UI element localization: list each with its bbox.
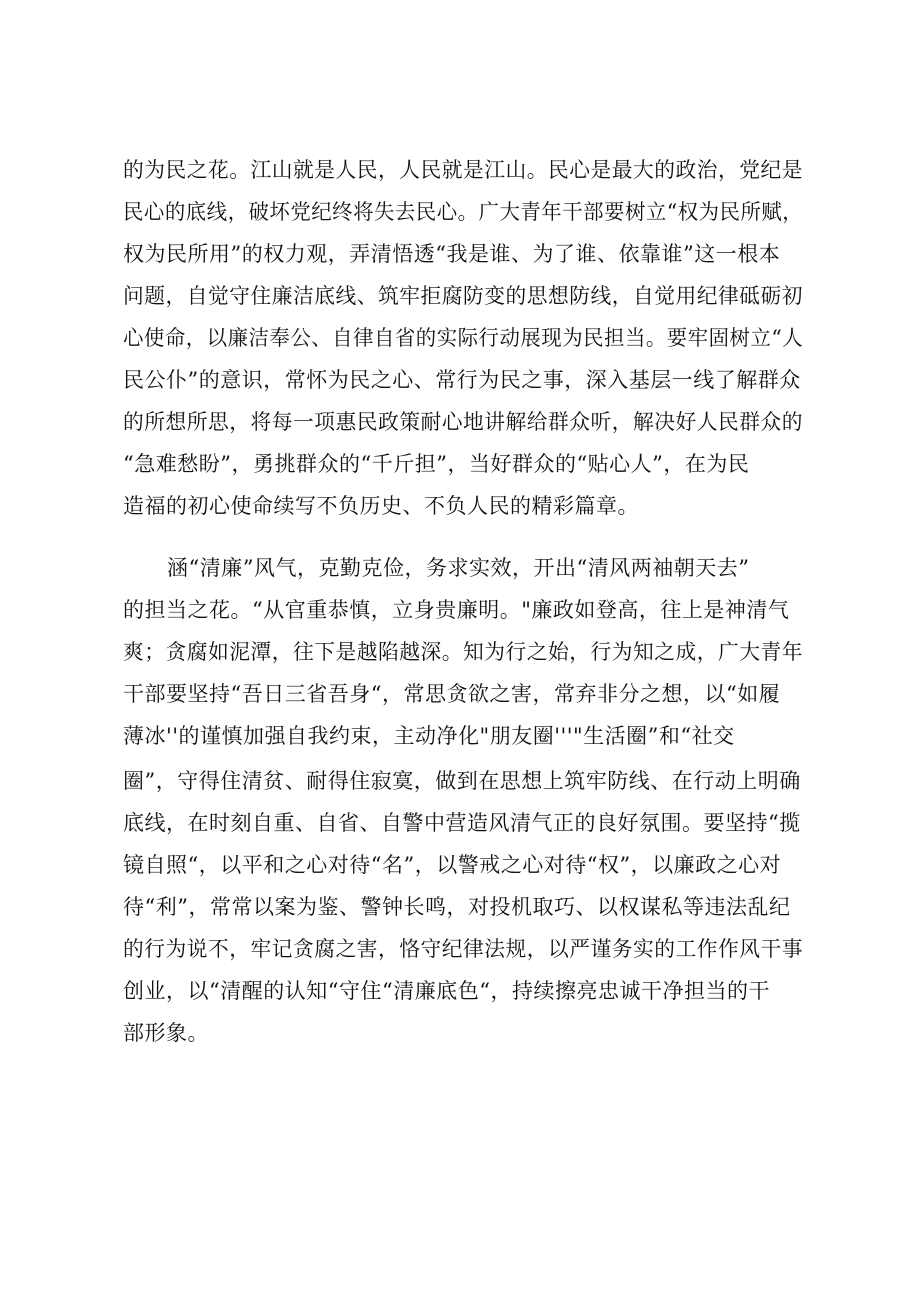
paragraph-line: 问题，自觉守住廉洁底线、筑牢拒腐防变的思想防线，自觉用纪律砥砺初: [123, 284, 804, 308]
paragraph-line: 部形象。: [123, 1021, 209, 1045]
paragraph-line: 涵“清廉”风气，克勤克俭，务求实效，开出“清风两袖朝天去”: [167, 556, 750, 580]
paragraph-line: “急难愁盼”，勇挑群众的“千斤担”，当好群众的“贴心人”，在为民: [123, 452, 750, 476]
paragraph-line: 的担当之花。“从官重恭慎，立身贵廉明。"廉政如登高，往上是神清气: [123, 598, 790, 622]
paragraph-line: 待“利”，常常以案为鉴、警钟长鸣，对投机取巧、以权谋私等违法乱纪: [123, 895, 791, 919]
paragraph-line: 心使命，以廉洁奉公、自律自省的实际行动展现为民担当。要牢固树立“人: [123, 326, 804, 350]
paragraph-line: 民心的底线，破坏党纪终将失去民心。广大青年干部要树立“权为民所赋，: [123, 200, 804, 224]
paragraph-line: 薄冰''的谨慎加强自我约束，主动净化"朋友圈'''"生活圈”和“社交: [123, 724, 735, 748]
paragraph-line: 创业，以“清醒的认知“守住“清廉底色“，持续擦亮忠诚干净担当的干: [123, 979, 770, 1003]
paragraph-line: 的行为说不，牢记贪腐之害，恪守纪律法规，以严谨务实的工作作风干事: [123, 937, 804, 961]
paragraph-line: 民公仆”的意识，常怀为民之心、常行为民之事，深入基层一线了解群众: [123, 368, 801, 392]
paragraph-line: 的所想所思，将每一项惠民政策耐心地讲解给群众听，解决好人民群众的: [123, 410, 804, 434]
paragraph-line: 干部要坚持“吾日三省吾身“，常思贪欲之害，常弃非分之想，以“如履: [123, 682, 781, 706]
paragraph-line: 底线，在时刻自重、自省、自警中营造风清气正的良好氛围。要坚持“揽: [123, 811, 801, 835]
paragraph-line: 权为民所用”的权力观，弄清悟透“我是谁、为了谁、依靠谁”这一根本: [123, 242, 781, 266]
paragraph-line: 圈”，守得住清贫、耐得住寂寞，做到在思想上筑牢防线、在行动上明确: [123, 769, 801, 793]
paragraph-line: 爽；贪腐如泥潭，往下是越陷越深。知为行之始，行为知之成，广大青年: [123, 640, 804, 664]
paragraph-line: 的为民之花。江山就是人民，人民就是江山。民心是最大的政治，党纪是: [123, 158, 804, 182]
paragraph-line: 造福的初心使命续写不负历史、不负人民的精彩篇章。: [123, 494, 639, 518]
paragraph-line: 镜自照“，以平和之心对待“名”，以警戒之心对待“权”，以廉政之心对: [123, 853, 782, 877]
